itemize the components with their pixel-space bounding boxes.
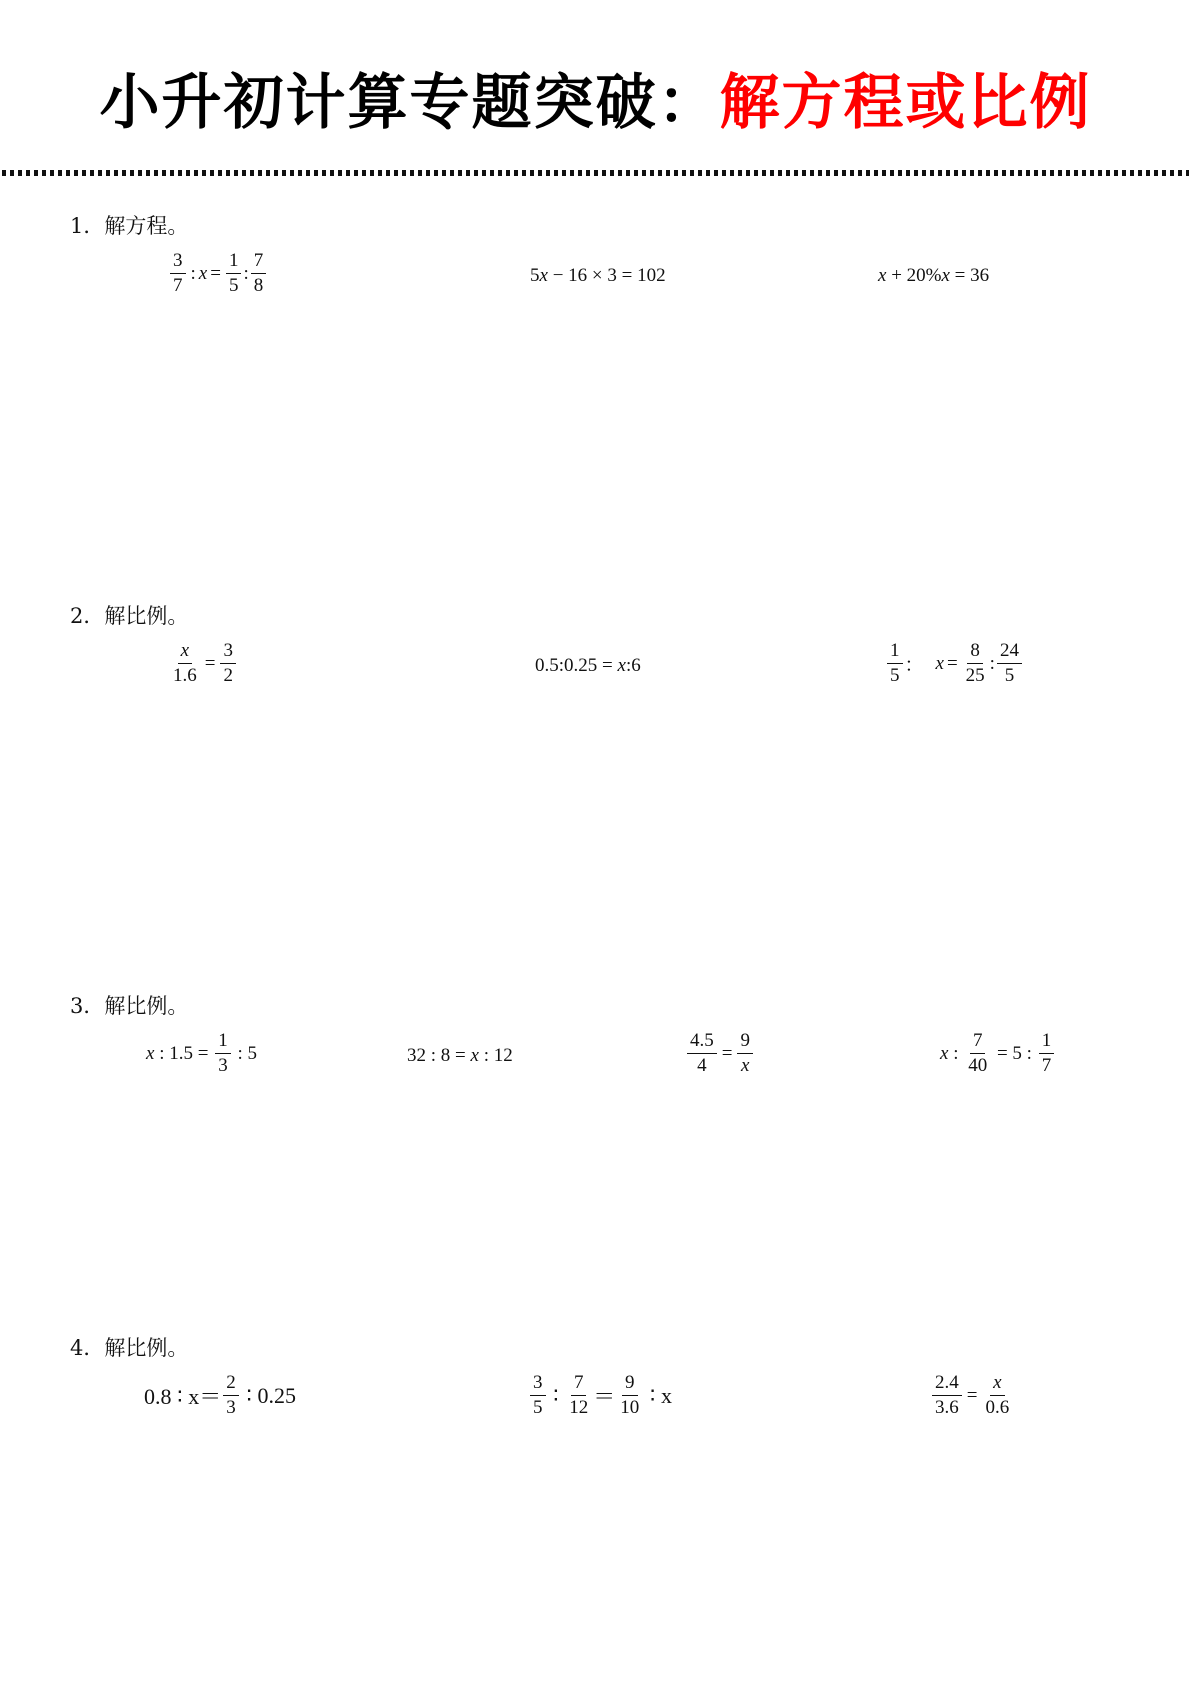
equation-3-2: 32 : 8 = x : 12: [407, 1045, 513, 1066]
fraction: $\frac{3}{7}$: [170, 250, 186, 297]
fraction: $\frac{3}{2}$: [220, 640, 236, 687]
fraction: $\frac{7}{8}$: [251, 250, 267, 297]
question-instruction: 解比例。: [104, 604, 189, 628]
dotted-divider: [2, 170, 1189, 176]
question-4-heading: [70, 1332, 188, 1362]
equation-2-1: $\frac{x}{1.6}$ = $\frac{3}{2}$: [168, 640, 238, 687]
fraction: $\frac{4.5}{4}$: [687, 1030, 717, 1077]
fraction: $\frac{1}{3}$: [215, 1030, 231, 1077]
question-number: 1．: [70, 214, 105, 238]
equation-3-4: x : $\frac{7}{40}$ = 5 : $\frac{1}{7}$: [940, 1030, 1056, 1077]
equation-4-3: $\frac{2.4}{3.6}$ = $\frac{x}{0.6}$: [930, 1372, 1014, 1419]
question-instruction: 解比例。: [104, 1336, 189, 1360]
fraction: $\frac{2}{3}$: [223, 1372, 239, 1419]
fraction: $\frac{7}{40}$: [968, 1030, 988, 1076]
fraction: $\frac{1}{7}$: [1039, 1030, 1055, 1077]
equation-2-2: 0.5:0.25 = x :6: [535, 655, 641, 676]
equation-2-3: $\frac{1}{5}$ ： x = $\frac{8}{25}$ : $\frac{24}{5}$: [885, 640, 1024, 687]
page-title: [0, 58, 1191, 148]
fraction: $\frac{9}{10}$: [620, 1372, 640, 1418]
equation-3-3: $\frac{4.5}{4}$ = $\frac{9}{x}$: [685, 1030, 755, 1077]
fraction: $\frac{8}{25}$: [965, 640, 985, 686]
equation-4-2: $\frac{3}{5}$ ∶ $\frac{7}{12}$ ＝ $\frac{9}{10}$ ∶ x: [528, 1372, 672, 1419]
question-number: 2．: [70, 604, 105, 628]
question-number: 4．: [70, 1336, 105, 1360]
title-main: 小升初计算专题突破：: [99, 68, 720, 138]
fraction: $\frac{2.4}{3.6}$: [932, 1372, 962, 1419]
equation-3-1: x : 1.5 = $\frac{1}{3}$ : 5: [146, 1030, 257, 1076]
fraction: $\frac{24}{5}$: [997, 640, 1022, 687]
fraction: $\frac{x}{1.6}$: [173, 640, 197, 686]
question-1-heading: [70, 210, 188, 240]
question-instruction: 解方程。: [104, 214, 189, 238]
question-number: 3．: [70, 994, 105, 1018]
equation-1-1: $\frac{3}{7}$ : x = $\frac{1}{5}$ : $\frac{7}{8}$: [168, 250, 268, 297]
fraction: $\frac{1}{5}$: [226, 250, 242, 297]
question-2-heading: [70, 600, 188, 630]
equation-1-2: 5 x − 16 × 3 = 102: [530, 265, 666, 286]
question-3-heading: [70, 990, 188, 1020]
fraction: $\frac{3}{5}$: [530, 1372, 546, 1419]
title-highlight: 解方程或比例: [719, 68, 1092, 138]
question-instruction: 解比例。: [104, 994, 189, 1018]
fraction: $\frac{1}{5}$: [887, 640, 903, 687]
equation-4-1: 0.8 ∶ x＝ $\frac{2}{3}$ ∶ 0.25: [144, 1372, 296, 1418]
fraction: $\frac{9}{x}$: [737, 1030, 753, 1077]
equation-1-3: x + 20% x = 36: [878, 265, 990, 286]
fraction: $\frac{7}{12}$: [569, 1372, 589, 1418]
fraction: $\frac{x}{0.6}$: [985, 1372, 1010, 1418]
